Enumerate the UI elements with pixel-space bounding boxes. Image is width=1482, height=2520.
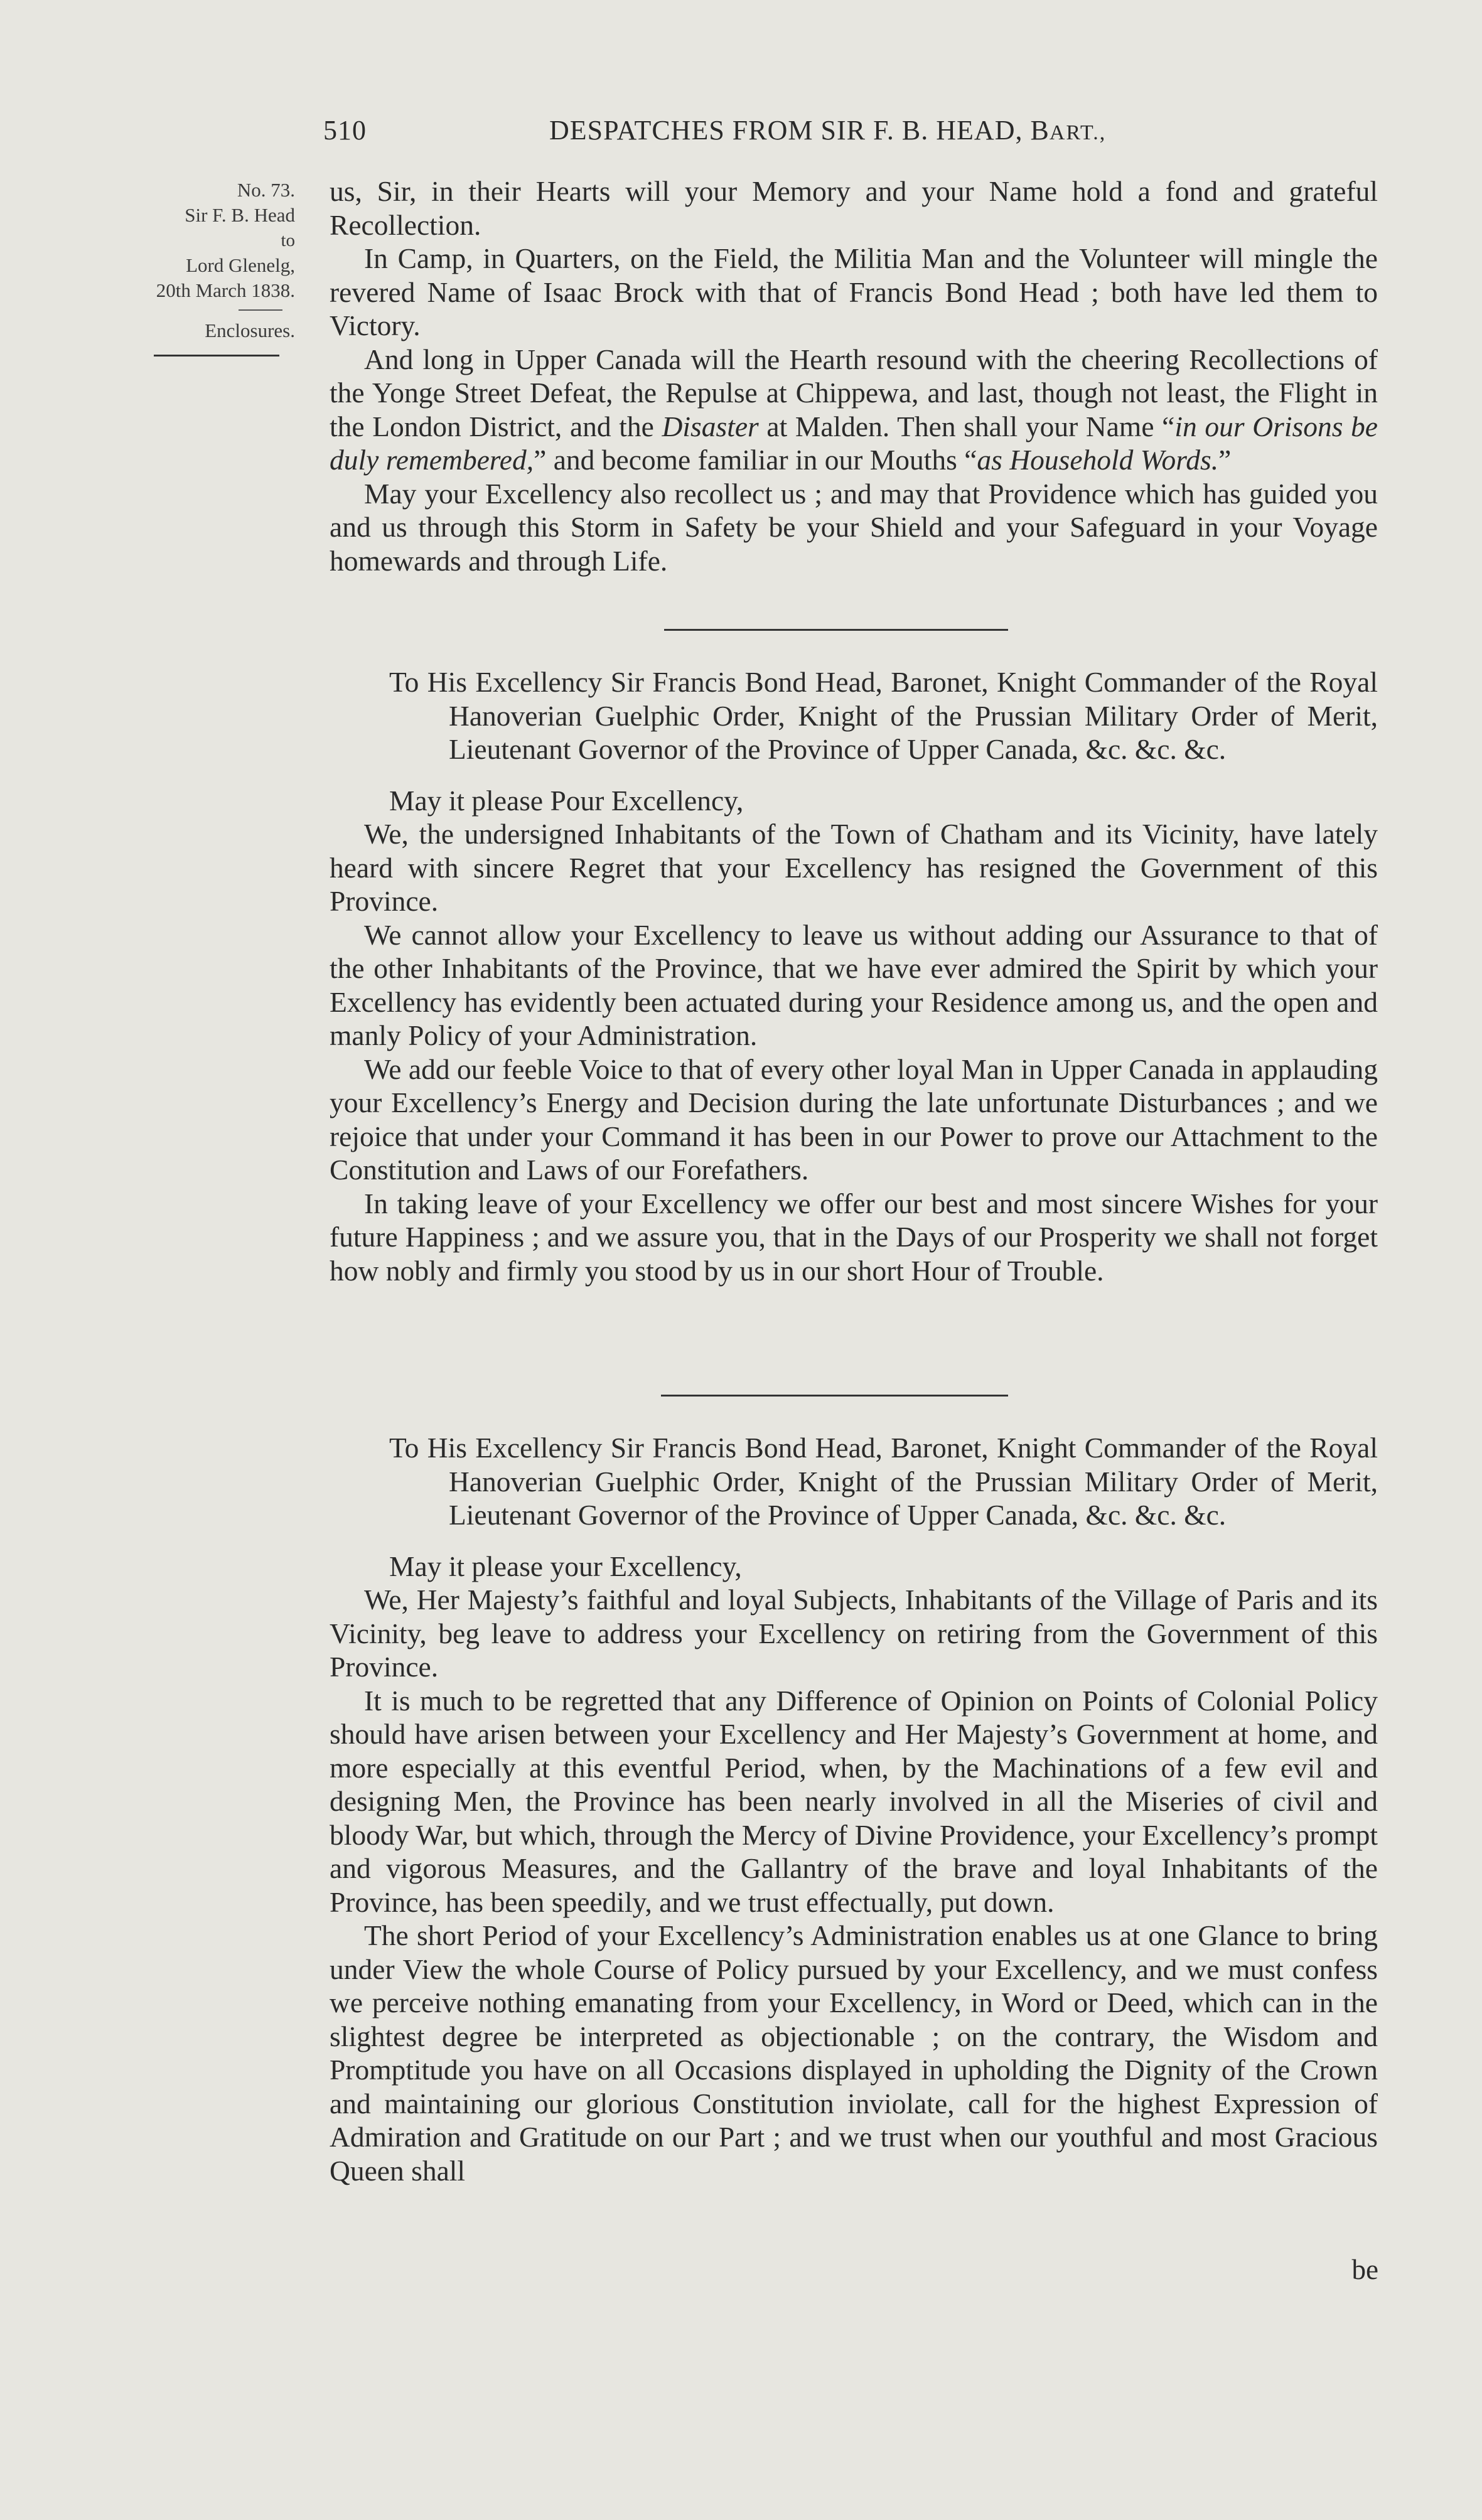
margin-doc-number: No. 73. xyxy=(237,179,295,201)
paragraph: We cannot allow your Excellency to leave us without adding our Assurance to that of the other Inhabitants of the Province, that we have ever admired the Spirit by which your Excellency has evidently been actuated during your Residence among us, and the open and manly Policy of your Administration. xyxy=(330,918,1378,1051)
italic-run: Disaster xyxy=(662,410,759,442)
margin-to: to xyxy=(281,230,295,250)
address-block: To His Excellency Sir Francis Bond Head, Baronet, Knight Commander of the Royal Hanoverian Guelphic Order, Knight of the Prussian Military Order of Merit, Lieutenant Governor of the Province of Upper Canada, &c. &c. &c. xyxy=(389,1432,1378,1531)
salutation: May it please Pour Excellency, xyxy=(389,784,744,817)
section-2 xyxy=(330,665,1378,1287)
section-3 xyxy=(330,1431,1378,2187)
margin-rule-long xyxy=(154,355,279,357)
section-divider xyxy=(664,629,1008,631)
text-run: And long in Upper Canada will the Hearth resound with the cheering Recollections of the Yonge Street Defeat, the Repulse at Chippewa, and last, though not least, the Flight in the London District, and the xyxy=(330,343,1378,442)
text-run: ” xyxy=(1218,444,1232,476)
section-divider xyxy=(661,1395,1008,1397)
margin-recipient: Lord Glenelg, xyxy=(186,254,295,276)
margin-date: 20th March 1838. xyxy=(156,279,295,301)
paragraph: We add our feeble Voice to that of every other loyal Man in Upper Canada in applauding your Excellency’s Energy and Decision during the late unfortunate Disturbances ; and we rejoice that under your Command it has been in our Power to prove our Attachment to the Constitution and Laws of our Forefathers. xyxy=(330,1053,1378,1186)
salutation: May it please your Excellency, xyxy=(389,1550,742,1582)
margin-rule xyxy=(239,309,282,311)
margin-from: Sir F. B. Head xyxy=(185,204,295,226)
text-run: ” and become familiar in our Mouths “ xyxy=(534,444,977,476)
running-title xyxy=(549,112,1106,152)
italic-run: as Household Words. xyxy=(977,444,1219,476)
running-title-main: DESPATCHES FROM SIR F. B. HEAD, B xyxy=(549,115,1050,146)
section-1 xyxy=(330,174,1378,577)
paragraph: The short Period of your Excellency’s Administration enables us at one Glance to bring under View the whole Course of Policy pursued by your Excellency, and we must confess we perceive nothing emanating from your Excellency, in Word or Deed, which can in the slightest degree be interpreted as objectionable ; on the contrary, the Wisdom and Promptitude you have on all Occasions displayed in upholding the Dignity of the Crown and maintaining our glorious Constitution inviolate, call for the highest Expression of Admiration and Gratitude on our Part ; and we trust when our youthful and most Gracious Queen shall xyxy=(330,1919,1378,2187)
page-number: 510 xyxy=(323,115,367,146)
paragraph: We, the undersigned Inhabitants of the Town of Chatham and its Vicinity, have lately heard with sincere Regret that your Excellency has resigned the Government of this Province. xyxy=(330,818,1378,917)
catchword: be xyxy=(1351,2254,1378,2285)
paragraph: us, Sir, in their Hearts will your Memory and your Name hold a fond and grateful Recollection. xyxy=(330,175,1378,241)
italic-run: in our Orisons be duly remembered, xyxy=(330,410,1378,476)
paragraph: In Camp, in Quarters, on the Field, the Militia Man and the Volunteer will mingle the revered Name of Isaac Brock with that of Francis Bond Head ; both have led them to Victory. xyxy=(330,242,1378,341)
running-head xyxy=(323,112,1384,149)
address-block: To His Excellency Sir Francis Bond Head, Baronet, Knight Commander of the Royal Hanoverian Guelphic Order, Knight of the Prussian Military Order of Merit, Lieutenant Governor of the Province of Upper Canada, &c. &c. &c. xyxy=(389,666,1378,765)
paragraph: In taking leave of your Excellency we offer our best and most sincere Wishes for your future Happiness ; and we assure you, that in the Days of our Prosperity we shall not forget how nobly and firmly you stood by us in our short Hour of Trouble. xyxy=(330,1187,1378,1287)
paragraph: It is much to be regretted that any Difference of Opinion on Points of Colonial Policy should have arisen between your Excellency and Her Majesty’s Government at home, and more especially at this eventful Period, when, by the Machinations of a few evil and designing Men, the Province has been nearly involved in all the Miseries of civil and bloody War, but which, through the Mercy of Divine Providence, your Excellency’s prompt and vigorous Measures, and the Gallantry of the brave and loyal Inhabitants of the Province, has been speedily, and we trust effectually, put down. xyxy=(330,1684,1378,1918)
running-title-small: ART., xyxy=(1049,121,1107,144)
text-run: at Malden. Then shall your Name “ xyxy=(758,410,1175,442)
paragraph: May your Excellency also recollect us ; and may that Providence which has guided you and us through this Storm in Safety be your Shield and your Safeguard in your Voyage homewards and through Life. xyxy=(330,477,1378,577)
margin-enclosures: Enclosures. xyxy=(205,319,295,341)
paragraph xyxy=(330,343,1378,477)
paragraph: We, Her Majesty’s faithful and loyal Subjects, Inhabitants of the Village of Paris and its Vicinity, beg leave to address your Excellency on retiring from the Government of this Province. xyxy=(330,1584,1378,1683)
margin-note xyxy=(113,178,295,357)
